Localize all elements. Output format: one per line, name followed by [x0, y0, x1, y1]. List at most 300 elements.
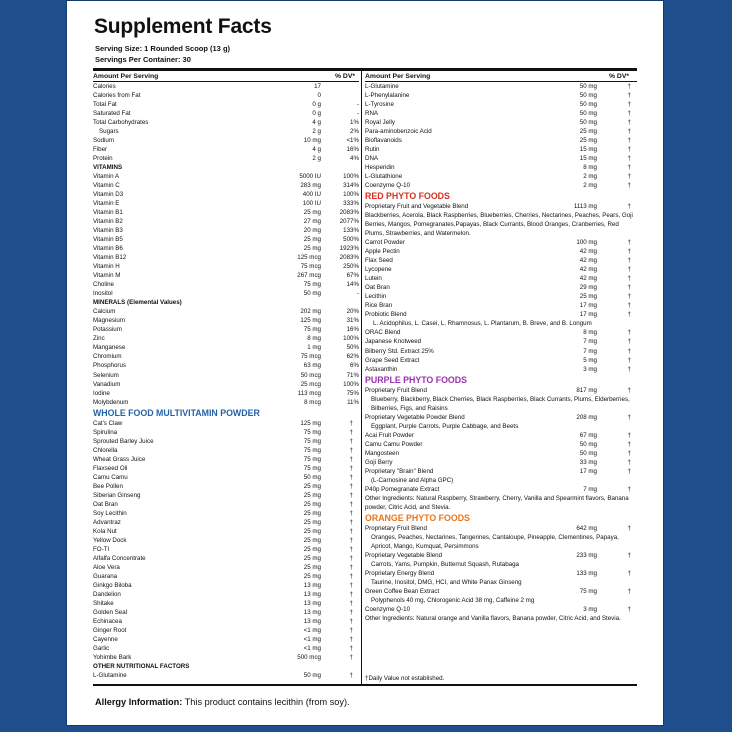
nutrient-amount: 125 mg: [300, 419, 321, 427]
nutrient-daily-value: 2083%: [339, 254, 359, 262]
nutrient-daily-value: 14%: [346, 281, 359, 289]
nutrient-daily-value: 100%: [343, 173, 359, 181]
nutrient-row: [365, 154, 637, 163]
ingredient-row: [93, 500, 359, 509]
nutrient-amount: 202 mg: [300, 308, 321, 316]
nutrient-amount: 208 mg: [576, 413, 597, 421]
nutrient-row: [365, 91, 637, 100]
nutrient-daily-value: †: [627, 386, 631, 394]
nutrient-name: Goji Berry: [365, 458, 393, 466]
nutrient-daily-value: †: [349, 545, 353, 553]
nutrient-daily-value: 1923%: [339, 245, 359, 253]
nutrient-name: Hesperidin: [365, 164, 395, 172]
nutrient-name: Green Coffee Bean Extract: [365, 588, 440, 596]
nutrient-daily-value: †: [627, 302, 631, 310]
nutrient-daily-value: †: [627, 173, 631, 181]
nutrient-daily-value: †: [627, 146, 631, 154]
blend-row: [365, 569, 637, 578]
nutrient-daily-value: †: [627, 293, 631, 301]
nutrient-daily-value: †: [627, 356, 631, 364]
nutrient-daily-value: 4%: [350, 155, 359, 163]
nutrient-row: [93, 325, 359, 334]
nutrient-amount: 17 mg: [579, 311, 597, 319]
nutrient-amount: 67 mg: [579, 431, 597, 439]
nutrient-amount: 25 mcg: [300, 380, 321, 388]
nutrient-row: [93, 343, 359, 352]
brain-blend-description: (L-Carnosine and Alpha GPC): [371, 476, 454, 484]
nutrient-daily-value: †: [349, 464, 353, 472]
nutrient-name: Lutein: [365, 275, 382, 283]
nutrient-daily-value: 250%: [343, 263, 359, 271]
nutrient-name: Sugars: [99, 128, 119, 136]
purple-other-ingredients: Other Ingredients: Natural Raspberry, Strawberry, Cherry, Vanilla and Spearmint flavors, Banana powder, Citric Acid, and Stevia.: [365, 494, 629, 511]
nutrient-amount: 100 mg: [576, 239, 597, 247]
nutrient-name: Selenium: [93, 371, 119, 379]
nutrient-amount: 75 mcg: [300, 353, 321, 361]
nutrient-daily-value: †: [627, 365, 631, 373]
serving-size: Serving Size: 1 Rounded Scoop (13 g): [95, 44, 231, 53]
nutrient-row: [93, 199, 359, 208]
nutrient-name: Vitamin B5: [93, 236, 123, 244]
nutrient-name: VITAMINS: [93, 164, 123, 172]
nutrient-row: [93, 91, 359, 100]
nutrient-name: Bilberry Std. Extract 25%: [365, 347, 434, 355]
red-list-2: [365, 328, 637, 373]
supplement-facts-panel: [66, 0, 664, 726]
nutrient-daily-value: †: [627, 248, 631, 256]
nutrient-amount: 27 mg: [303, 218, 321, 226]
nutrient-daily-value: 62%: [346, 353, 359, 361]
nutrient-daily-value: †: [349, 599, 353, 607]
nutrient-daily-value: †: [349, 437, 353, 445]
servings-per-container: Servings Per Container: 30: [95, 55, 191, 64]
nutrient-daily-value: †: [349, 617, 353, 625]
ingredient-row: [93, 527, 359, 536]
nutrient-name: Inositol: [93, 290, 113, 298]
nutrient-name: Guarana: [93, 572, 118, 580]
ingredient-row: [365, 238, 637, 247]
nutrient-amount: 50 mg: [579, 440, 597, 448]
nutrient-row: [365, 118, 637, 127]
nutrient-name: Vitamin C: [93, 182, 120, 190]
nutrient-name: L-Glutamine: [365, 83, 399, 90]
nutrient-amount: 15 mg: [579, 155, 597, 163]
nutrient-amount: <1 mg: [303, 635, 321, 643]
nutrient-row: [93, 82, 359, 91]
nutrient-name: FO-TI: [93, 545, 110, 553]
nutrient-row: [93, 163, 359, 172]
nutrient-daily-value: †: [349, 455, 353, 463]
nutrient-name: Apple Pectin: [365, 248, 400, 256]
nutrient-name: Chlorella: [93, 446, 118, 454]
nutrient-name: Lecithin: [365, 293, 387, 301]
nutrient-daily-value: †: [627, 128, 631, 136]
nutrient-daily-value: †: [349, 446, 353, 454]
ingredient-row: [93, 617, 359, 626]
right-nutrient-list: [365, 82, 637, 190]
nutrient-amount: 4 g: [312, 119, 321, 127]
nutrient-name: Choline: [93, 281, 114, 289]
nutrient-amount: 25 mg: [303, 236, 321, 244]
nutrient-amount: 25 mg: [303, 245, 321, 253]
nutrient-row: [93, 154, 359, 163]
nutrient-name: Rutin: [365, 146, 380, 154]
nutrient-name: L-Glutathione: [365, 173, 403, 181]
nutrient-daily-value: †: [349, 554, 353, 562]
nutrient-daily-value: †: [349, 608, 353, 616]
nutrient-amount: 42 mg: [579, 257, 597, 265]
nutrient-amount: 283 mg: [300, 182, 321, 190]
nutrient-amount: 1113 mg: [573, 203, 597, 211]
amount-per-serving-header: Amount Per Serving: [93, 73, 159, 80]
nutrient-amount: 50 mg: [579, 119, 597, 127]
ingredient-row: [93, 464, 359, 473]
ingredient-row: [365, 301, 637, 310]
nutrient-amount: 113 mcg: [297, 389, 321, 397]
nutrient-daily-value: †: [349, 482, 353, 490]
nutrient-name: RNA: [365, 110, 379, 118]
ingredient-row: [93, 473, 359, 482]
nutrient-row: [365, 163, 637, 172]
nutrient-name: Vitamin B6: [93, 245, 123, 253]
nutrient-row: [93, 289, 359, 298]
nutrient-amount: 2 mg: [583, 182, 597, 190]
nutrient-name: Vitamin H: [93, 263, 120, 271]
nutrient-name: Iodine: [93, 389, 110, 397]
nutrient-name: Wheat Grass Juice: [93, 455, 146, 463]
nutrient-daily-value: 31%: [346, 317, 359, 325]
nutrient-daily-value: †: [627, 155, 631, 163]
nutrient-row: [93, 361, 359, 370]
nutrient-daily-value: †: [349, 428, 353, 436]
nutrient-amount: 25 mg: [303, 518, 321, 526]
ingredient-row: [93, 608, 359, 617]
nutrient-amount: 13 mg: [303, 599, 321, 607]
nutrient-row: [93, 136, 359, 145]
nutrient-amount: 15 mg: [579, 146, 597, 154]
nutrient-amount: 1 mg: [307, 344, 321, 352]
nutrient-amount: 25 mg: [303, 500, 321, 508]
ingredient-row: [93, 437, 359, 446]
whole-food-list: [93, 419, 359, 680]
nutrient-row: [365, 82, 637, 91]
nutrient-daily-value: 16%: [346, 326, 359, 334]
nutrient-amount: 13 mg: [303, 617, 321, 625]
nutrient-row: [365, 109, 637, 118]
nutrient-row: [93, 307, 359, 316]
nutrient-row: [365, 172, 637, 181]
nutrient-name: Vitamin B3: [93, 227, 123, 235]
purple-phyto-heading: PURPLE PHYTO FOODS: [365, 374, 467, 385]
nutrient-amount: 75 mg: [303, 428, 321, 436]
nutrient-name: Lycopene: [365, 266, 392, 274]
nutrient-daily-value: †: [349, 581, 353, 589]
nutrient-daily-value: †: [627, 449, 631, 457]
red-blend-description: Blackberries, Acerola, Black Raspberries, Blueberries, Cherries, Nectarines, Peaches, Pears, Goji Berries, Mangos, Pomegranates,Papayas, Black Currants, Blood Oranges, Cranberries, Red Plums, Strawberries, and Watermelon.: [365, 212, 633, 238]
nutrient-daily-value: †: [627, 458, 631, 466]
red-list: [365, 238, 637, 319]
ingredient-row: [365, 337, 637, 346]
ingredient-row: [365, 605, 637, 614]
nutrient-daily-value: †: [627, 431, 631, 439]
probiotic-description: L. Acidophilus, L. Casei, L. Rhamnosus, L. Plantarum, B. Breve, and B. Longum: [373, 320, 592, 328]
nutrient-daily-value: 100%: [343, 191, 359, 199]
orange-energy-row: [365, 569, 637, 578]
nutrient-amount: 125 mcg: [297, 254, 321, 262]
nutrient-name: Vitamin A: [93, 173, 120, 181]
nutrient-daily-value: †: [627, 284, 631, 292]
blend-row: [365, 202, 637, 211]
nutrient-amount: 33 mg: [579, 458, 597, 466]
nutrient-daily-value: †: [627, 588, 631, 596]
nutrient-name: Kola Nut: [93, 527, 117, 535]
nutrient-daily-value: †: [349, 536, 353, 544]
nutrient-amount: 25 mg: [579, 128, 597, 136]
ingredient-row: [365, 365, 637, 374]
nutrient-name: Potassium: [93, 326, 122, 334]
ingredient-row: [365, 292, 637, 301]
nutrient-amount: 75 mg: [303, 446, 321, 454]
nutrient-row: [93, 316, 359, 325]
nutrient-daily-value: †: [627, 524, 631, 532]
nutrient-daily-value: 2083%: [339, 209, 359, 217]
nutrient-name: Zinc: [93, 335, 105, 343]
nutrient-row: [93, 371, 359, 380]
ingredient-row: [93, 545, 359, 554]
nutrient-row: [365, 100, 637, 109]
nutrient-daily-value: †: [627, 329, 631, 337]
blend-row: [365, 551, 637, 560]
ingredient-row: [365, 347, 637, 356]
nutrient-name: Protein: [93, 155, 113, 163]
nutrient-daily-value: 20%: [346, 308, 359, 316]
nutrient-amount: 233 mg: [576, 551, 597, 559]
nutrient-name: Siberian Ginseng: [93, 491, 141, 499]
right-column: [365, 72, 637, 623]
nutrient-name: Dandelion: [93, 590, 121, 598]
ingredient-row: [365, 256, 637, 265]
ingredient-row: [93, 599, 359, 608]
nutrient-name: Coenzyme Q-10: [365, 606, 411, 614]
nutrient-daily-value: †: [627, 110, 631, 118]
nutrient-name: Oat Bran: [93, 500, 118, 508]
nutrient-amount: 5 mg: [583, 356, 597, 364]
orange-veg-row: [365, 551, 637, 560]
nutrient-name: Probiotic Blend: [365, 311, 407, 319]
ingredient-row: [93, 581, 359, 590]
nutrient-name: Yellow Dock: [93, 536, 127, 544]
nutrient-daily-value: -: [356, 101, 359, 109]
nutrient-row: [93, 235, 359, 244]
nutrient-name: Mangosteen: [365, 449, 400, 457]
nutrient-daily-value: 6%: [350, 362, 359, 370]
nutrient-amount: 25 mg: [303, 545, 321, 553]
nutrient-amount: 25 mg: [303, 563, 321, 571]
orange-blend-row: [365, 524, 637, 533]
nutrient-row: [93, 271, 359, 280]
purple-list: [365, 431, 637, 476]
ingredient-row: [93, 671, 359, 680]
nutrient-row: [93, 244, 359, 253]
nutrient-amount: 25 mg: [303, 536, 321, 544]
nutrient-row: [93, 217, 359, 226]
nutrient-row: [93, 262, 359, 271]
ingredient-row: [365, 587, 637, 596]
orange-coffee-description: Polyphenols 40 mg, Chlorogenic Acid 38 mg, Caffeine 2 mg: [371, 597, 535, 605]
nutrient-name: Manganese: [93, 344, 126, 352]
nutrient-daily-value: †: [627, 569, 631, 577]
nutrient-name: Cat's Claw: [93, 419, 123, 427]
nutrient-amount: 3 mg: [583, 365, 597, 373]
nutrient-amount: 7 mg: [583, 338, 597, 346]
nutrient-daily-value: †: [627, 182, 631, 190]
nutrient-name: L-Glutamine: [93, 672, 127, 679]
nutrient-daily-value: †: [627, 338, 631, 346]
nutrient-amount: 0: [317, 92, 321, 100]
nutrient-daily-value: †: [349, 572, 353, 580]
nutrient-name: Golden Seal: [93, 608, 128, 616]
daily-value-note: †Daily Value not established.: [365, 675, 445, 682]
nutrient-amount: 63 mg: [303, 362, 321, 370]
nutrient-name: Royal Jelly: [365, 119, 395, 127]
nutrient-amount: 25 mg: [303, 554, 321, 562]
nutrient-name: Calcium: [93, 308, 116, 316]
nutrient-name: P40p Pomegranate Extract: [365, 485, 440, 493]
orange-other-ingredients: Other Ingredients: Natural orange and Vanilla flavors, Banana powder, Citric Acid, and Stevia.: [365, 615, 621, 623]
orange-coffee-row: [365, 587, 637, 596]
nutrient-daily-value: †: [627, 83, 631, 90]
nutrient-row: [93, 109, 359, 118]
nutrient-row: [365, 145, 637, 154]
ingredient-row: [365, 247, 637, 256]
nutrient-name: ORAC Blend: [365, 329, 401, 337]
top-rule: [93, 68, 637, 71]
nutrient-name: L-Tyrosine: [365, 101, 394, 109]
nutrient-name: Vitamin B2: [93, 218, 123, 226]
orange-phyto-heading: ORANGE PHYTO FOODS: [365, 512, 470, 523]
nutrient-amount: 10 mg: [303, 137, 321, 145]
nutrient-name: Proprietary Fruit Blend: [365, 386, 427, 394]
nutrient-name: Camu Camu: [93, 473, 128, 481]
ingredient-row: [93, 572, 359, 581]
nutrient-amount: 25 mg: [303, 482, 321, 490]
nutrient-name: Proprietary Vegetable Powder Blend: [365, 413, 465, 421]
nutrient-amount: 42 mg: [579, 275, 597, 283]
nutrient-daily-value: -: [356, 110, 359, 118]
purple-veg-description: Eggplant, Purple Carrots, Purple Cabbage, and Beets: [371, 422, 519, 430]
nutrient-name: Saturated Fat: [93, 110, 131, 118]
p40p-row: [365, 485, 637, 494]
nutrient-amount: 25 mg: [303, 527, 321, 535]
nutrient-daily-value: 100%: [343, 335, 359, 343]
left-nutrient-list: [93, 82, 359, 407]
nutrient-name: Aloe Vera: [93, 563, 120, 571]
ingredient-row: [93, 536, 359, 545]
nutrient-row: [93, 334, 359, 343]
nutrient-amount: 17 mg: [579, 302, 597, 310]
nutrient-name: Ginkgo Biloba: [93, 581, 132, 589]
orange-energy-description: Taurine, Inositol, DMG, HCI, and White Panax Ginseng: [371, 579, 522, 586]
nutrient-amount: 8 mg: [583, 329, 597, 337]
nutrient-daily-value: †: [627, 413, 631, 421]
nutrient-daily-value: †: [349, 419, 353, 427]
nutrient-amount: 400 IU: [302, 191, 321, 199]
nutrient-amount: 75 mg: [303, 455, 321, 463]
nutrient-name: Vitamin B12: [93, 254, 127, 262]
nutrient-daily-value: 2077%: [339, 218, 359, 226]
nutrient-daily-value: †: [627, 119, 631, 127]
nutrient-daily-value: 500%: [343, 236, 359, 244]
ingredient-row: [93, 590, 359, 599]
nutrient-daily-value: †: [349, 672, 353, 679]
allergy-information: [95, 697, 350, 707]
nutrient-name: Soy Lecithin: [93, 509, 127, 517]
ingredient-row: [93, 482, 359, 491]
nutrient-name: Spirulina: [93, 428, 118, 436]
ingredient-row: [93, 518, 359, 527]
ingredient-row: [365, 440, 637, 449]
nutrient-daily-value: 133%: [343, 227, 359, 235]
nutrient-daily-value: 11%: [347, 398, 359, 406]
nutrient-daily-value: †: [349, 527, 353, 535]
nutrient-daily-value: 2%: [350, 128, 359, 136]
nutrient-amount: 75 mg: [303, 281, 321, 289]
nutrient-amount: 8 mg: [583, 164, 597, 172]
nutrient-daily-value: 16%: [346, 146, 359, 154]
nutrient-daily-value: †: [627, 92, 631, 100]
nutrient-amount: 50 mg: [303, 290, 321, 298]
nutrient-amount: 50 mg: [579, 110, 597, 118]
nutrient-amount: 7 mg: [583, 485, 597, 493]
nutrient-name: Flaxseed Oil: [93, 464, 128, 472]
nutrient-name: Proprietary Fruit Blend: [365, 524, 427, 532]
nutrient-daily-value: †: [349, 491, 353, 499]
nutrient-daily-value: †: [627, 467, 631, 475]
nutrient-daily-value: †: [349, 563, 353, 571]
nutrient-name: DNA: [365, 155, 379, 163]
nutrient-name: Proprietary "Brain" Blend: [365, 467, 434, 475]
nutrient-amount: 100 IU: [302, 200, 321, 208]
nutrient-daily-value: †: [627, 164, 631, 172]
ingredient-row: [93, 644, 359, 653]
nutrient-daily-value: 333%: [343, 200, 359, 208]
ingredient-row: [93, 455, 359, 464]
nutrient-daily-value: -: [356, 290, 359, 298]
nutrient-amount: <1 mg: [303, 626, 321, 634]
nutrient-daily-value: †: [627, 440, 631, 448]
nutrient-row: [93, 398, 359, 407]
right-header: [365, 72, 637, 82]
nutrient-row: [93, 172, 359, 181]
nutrient-row: [93, 280, 359, 289]
nutrient-name: OTHER NUTRITIONAL FACTORS: [93, 662, 190, 670]
nutrient-name: Para-aminobenzoic Acid: [365, 128, 432, 136]
nutrient-row: [365, 136, 637, 145]
allergy-text: This product contains lecithin (from soy).: [182, 697, 350, 707]
nutrient-daily-value: 1%: [350, 119, 359, 127]
nutrient-daily-value: †: [627, 485, 631, 493]
nutrient-row: [93, 100, 359, 109]
nutrient-daily-value: †: [627, 203, 631, 211]
nutrient-name: Cayenne: [93, 635, 118, 643]
nutrient-row: [365, 181, 637, 190]
ingredient-row: [93, 509, 359, 518]
nutrient-name: Alfalfa Concentrate: [93, 554, 146, 562]
nutrient-daily-value: †: [349, 644, 353, 652]
nutrient-name: Vitamin E: [93, 200, 120, 208]
nutrient-name: Chromium: [93, 353, 122, 361]
nutrient-amount: 642 mg: [576, 524, 597, 532]
